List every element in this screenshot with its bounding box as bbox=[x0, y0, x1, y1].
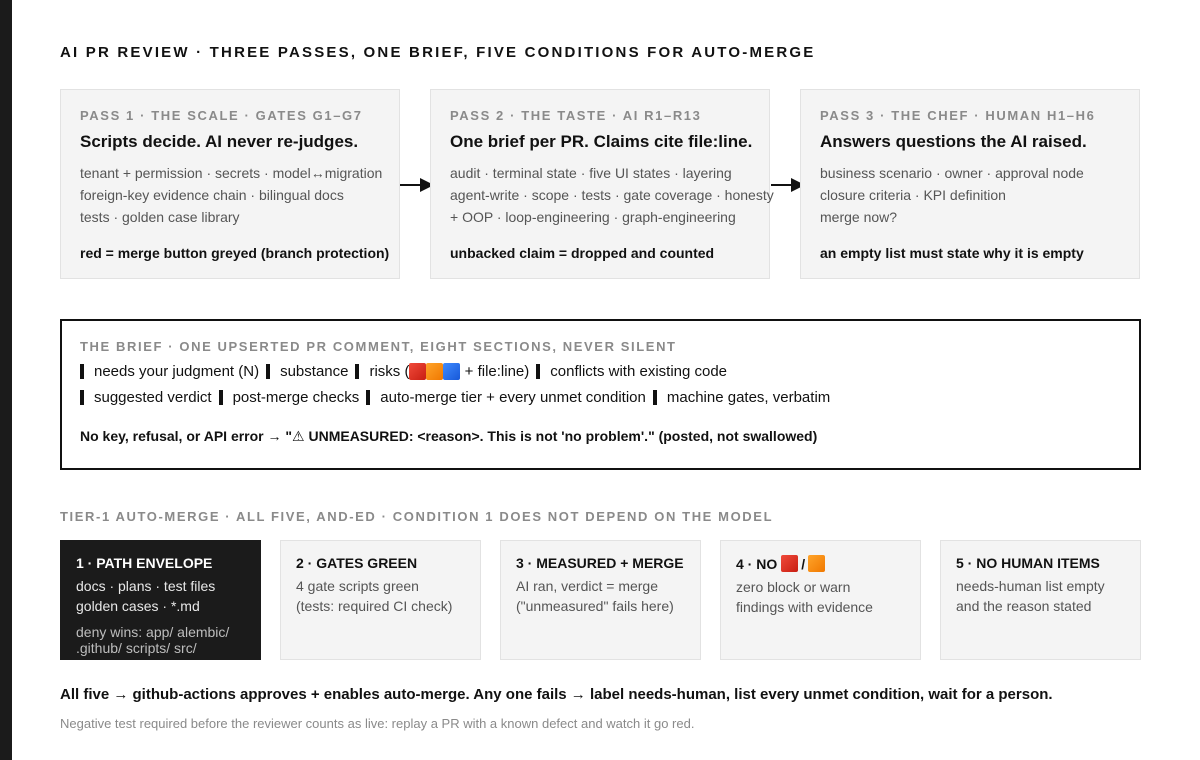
brief-section-label: post-merge checks bbox=[232, 388, 360, 406]
condition-5-line: needs-human list empty bbox=[956, 578, 1105, 594]
pass-1-label: PASS 1 · THE SCALE · GATES G1–G7 bbox=[80, 108, 363, 123]
pass-1-card bbox=[60, 89, 400, 279]
condition-3-card bbox=[500, 540, 701, 660]
condition-2-line: 4 gate scripts green bbox=[296, 578, 419, 594]
condition-4-heading-text: 4 · NO bbox=[736, 555, 778, 572]
severity-orange-square-icon bbox=[426, 363, 443, 380]
brief-section-label: auto-merge tier + every unmet condition bbox=[380, 388, 646, 406]
pass-1-line: tests · golden case library bbox=[80, 209, 240, 225]
pass-1-headline: Scripts decide. AI never re-judges. bbox=[80, 132, 359, 151]
section-marker bbox=[366, 390, 370, 405]
brief-section bbox=[355, 363, 529, 380]
brief-section bbox=[536, 363, 727, 380]
section-marker bbox=[536, 364, 540, 379]
brief-section bbox=[366, 389, 646, 406]
pass-1-line: tenant + permission · secrets · model↔migration bbox=[80, 165, 383, 181]
section-marker bbox=[266, 364, 270, 379]
section-marker bbox=[80, 390, 84, 405]
block-red-square-icon bbox=[781, 555, 798, 572]
severity-blue-square-icon bbox=[443, 363, 460, 380]
pass-2-label: PASS 2 · THE TASTE · AI R1–R13 bbox=[450, 108, 702, 123]
brief-section-label: needs your judgment (N) bbox=[94, 362, 260, 380]
condition-5-line: and the reason stated bbox=[956, 598, 1092, 614]
condition-1-line: docs · plans · test files bbox=[76, 578, 216, 594]
brief-section-label: risks ( bbox=[369, 362, 410, 380]
pass-2-card bbox=[430, 89, 774, 279]
condition-3-line: AI ran, verdict = merge bbox=[516, 578, 659, 594]
condition-2-card bbox=[280, 540, 481, 660]
condition-4-card bbox=[720, 540, 921, 660]
condition-1-deny-line: .github/ scripts/ src/ bbox=[76, 640, 197, 656]
section-marker bbox=[219, 390, 223, 405]
pass-2-line: audit · terminal state · five UI states · layering bbox=[450, 165, 732, 181]
tier-label: TIER-1 AUTO-MERGE · ALL FIVE, AND-ED · CONDITION 1 DOES NOT DEPEND ON THE MODEL bbox=[60, 509, 774, 524]
condition-2-line: (tests: required CI check) bbox=[296, 598, 453, 614]
arrow-pass1-to-pass2 bbox=[400, 178, 434, 192]
pass-3-rule: an empty list must state why it is empty bbox=[820, 245, 1084, 261]
pass-3-card bbox=[800, 89, 1140, 279]
brief-section bbox=[653, 389, 830, 406]
page-title: AI PR REVIEW · THREE PASSES, ONE BRIEF, FIVE CONDITIONS FOR AUTO-MERGE bbox=[60, 44, 816, 61]
pass-3-label: PASS 3 · THE CHEF · HUMAN H1–H6 bbox=[820, 108, 1096, 123]
warn-orange-square-icon bbox=[808, 555, 825, 572]
condition-1-deny-line: deny wins: app/ alembic/ bbox=[76, 624, 230, 640]
brief-label: THE BRIEF · ONE UPSERTED PR COMMENT, EIGHT SECTIONS, NEVER SILENT bbox=[80, 339, 677, 354]
condition-1-heading: 1 · PATH ENVELOPE bbox=[76, 555, 213, 571]
pass-2-rule: unbacked claim = dropped and counted bbox=[450, 245, 715, 261]
pass-1-line: foreign-key evidence chain · bilingual docs bbox=[80, 187, 344, 203]
pass-3-line: business scenario · owner · approval node bbox=[820, 165, 1084, 181]
brief-section bbox=[80, 363, 259, 380]
brief-section bbox=[80, 389, 212, 406]
brief-section-label: substance bbox=[280, 362, 349, 380]
condition-3-heading: 3 · MEASURED + MERGE bbox=[516, 555, 684, 571]
condition-1-card bbox=[60, 540, 261, 660]
condition-4-line: zero block or warn bbox=[736, 579, 851, 595]
section-marker bbox=[355, 364, 359, 379]
condition-2-heading: 2 · GATES GREEN bbox=[296, 555, 418, 571]
brief-section-label: machine gates, verbatim bbox=[666, 388, 831, 406]
footer-summary: All five → github-actions approves + enables auto-merge. Any one fails → label needs-human, list every unmet condition, wait for a person. bbox=[60, 686, 1053, 703]
brief-section-label: suggested verdict bbox=[94, 388, 212, 406]
section-marker bbox=[653, 390, 657, 405]
pass-3-line: merge now? bbox=[820, 209, 898, 225]
condition-5-heading: 5 · NO HUMAN ITEMS bbox=[956, 555, 1100, 571]
brief-section-label: + file:line) bbox=[460, 362, 530, 380]
condition-4-line: findings with evidence bbox=[736, 599, 873, 615]
left-edge-bar bbox=[0, 0, 12, 760]
severity-red-square-icon bbox=[409, 363, 426, 380]
pass-1-rule: red = merge button greyed (branch protection) bbox=[80, 245, 390, 261]
brief-section bbox=[266, 363, 348, 380]
pass-2-line: agent-write · scope · tests · gate coverage · honesty bbox=[450, 187, 774, 203]
condition-4-heading bbox=[736, 555, 905, 572]
brief-sections-row-2 bbox=[80, 388, 1121, 406]
brief-section bbox=[219, 389, 360, 406]
brief-sections-row-1 bbox=[80, 362, 1121, 380]
condition-1-line: golden cases · *.md bbox=[76, 598, 200, 614]
condition-3-line: ("unmeasured" fails here) bbox=[516, 598, 674, 614]
brief-fallback-note: No key, refusal, or API error → "⚠ UNMEASURED: <reason>. This is not 'no problem'." (posted, not swallowed) bbox=[80, 428, 818, 444]
pass-2-headline: One brief per PR. Claims cite file:line. bbox=[450, 132, 753, 151]
condition-4-heading-separator: / bbox=[801, 555, 806, 572]
brief-section-label: conflicts with existing code bbox=[550, 362, 728, 380]
pass-3-line: closure criteria · KPI definition bbox=[820, 187, 1006, 203]
section-marker bbox=[80, 364, 84, 379]
pass-2-line: + OOP · loop-engineering · graph-engineering bbox=[450, 209, 736, 225]
footer-note: Negative test required before the reviewer counts as live: replay a PR with a known defect and watch it go red. bbox=[60, 716, 695, 731]
brief-panel bbox=[60, 319, 1141, 470]
condition-5-card bbox=[940, 540, 1141, 660]
pass-3-headline: Answers questions the AI raised. bbox=[820, 132, 1087, 151]
